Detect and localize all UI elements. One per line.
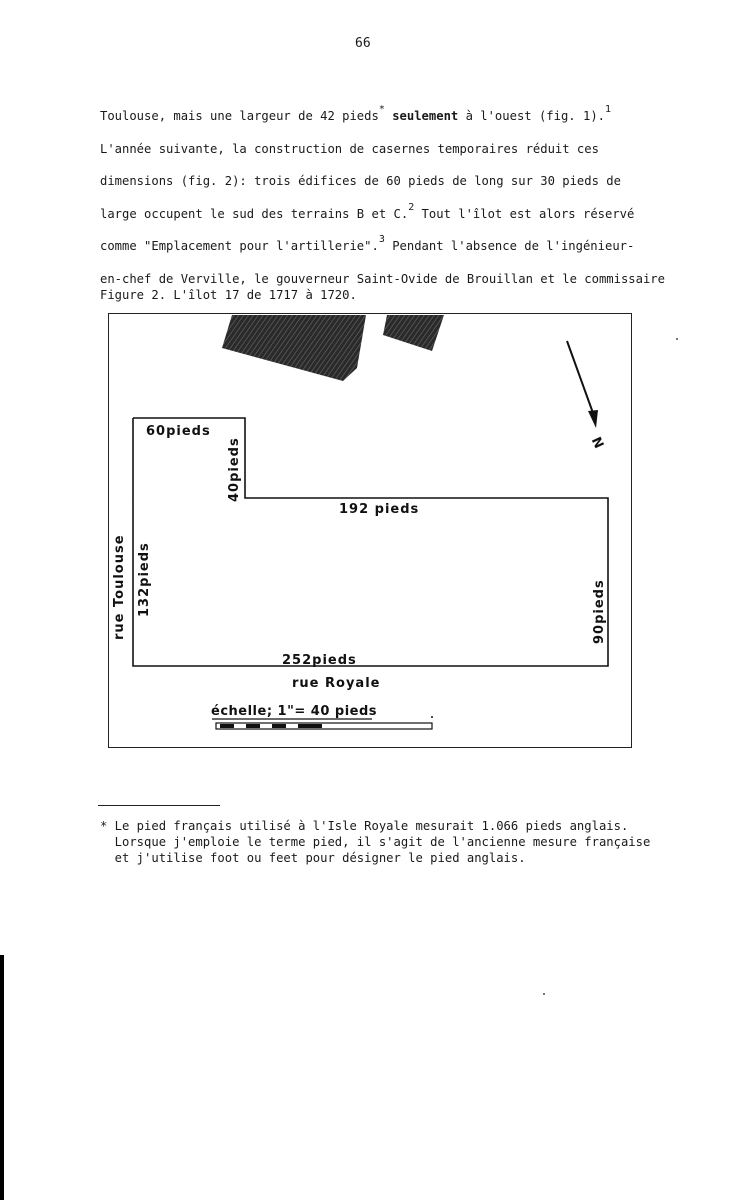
label-40-pieds: 40pieds <box>227 437 242 502</box>
footnote-marker: * <box>378 104 385 115</box>
scale-dot <box>431 716 433 718</box>
footnote-marker: 1 <box>605 104 612 115</box>
scale-bar-segment <box>298 724 322 728</box>
scale-bar-segment <box>246 724 260 728</box>
footnote-marker: 3 <box>378 234 385 245</box>
body-line-2: L'année suivante, la construction de casernes temporaires réduit ces <box>100 141 599 156</box>
text-segment: seulement <box>392 109 459 123</box>
body-line-3: dimensions (fig. 2): trois édifices de 60 pieds de long sur 30 pieds de <box>100 174 621 188</box>
building-patch-right <box>383 315 444 351</box>
footnote: * Le pied français utilisé à l'Isle Royale mesurait 1.066 pieds anglais. Lorsque j'emploie le terme pied, il s'agit de l'ancienne mesure française et j'utilise foot ou feet pour désigner le pied anglais. <box>100 819 651 865</box>
scale-bar-segment <box>220 724 234 728</box>
north-arrow-head <box>588 410 598 428</box>
label-132-pieds: 132pieds <box>137 542 152 617</box>
body-line-1 <box>100 100 680 133</box>
page-number: 66 <box>355 36 371 51</box>
lot-outline <box>133 418 608 666</box>
label-rue-royale: rue Royale <box>292 676 381 691</box>
scale-bar-segment <box>272 724 286 728</box>
north-label: N <box>589 432 609 451</box>
body-paragraph <box>100 100 680 295</box>
label-192-pieds: 192 pieds <box>339 502 420 517</box>
footnote-rule <box>98 805 220 806</box>
text-segment: Tout l'îlot est alors réservé <box>414 206 635 221</box>
figure-frame <box>108 313 632 748</box>
scale-label: échelle; 1"= 40 pieds <box>211 704 378 719</box>
text-segment: Pendant l'absence de l'ingénieur- <box>384 239 635 253</box>
label-60-pieds: 60pieds <box>146 424 211 439</box>
body-line-5 <box>100 230 680 263</box>
body-line-4 <box>100 198 680 231</box>
scan-edge-bar <box>0 955 4 1200</box>
label-252-pieds: 252pieds <box>282 653 357 668</box>
body-line-6: en-chef de Verville, le gouverneur Saint-Ovide de Brouillan et le commissaire <box>100 271 665 286</box>
figure-caption: Figure 2. L'îlot 17 de 1717 à 1720. <box>100 288 357 302</box>
footnote-marker: 2 <box>408 201 415 213</box>
north-arrow-shaft <box>567 341 593 413</box>
label-rue-toulouse: rue Toulouse <box>112 534 127 640</box>
label-90-pieds: 90pieds <box>592 579 607 644</box>
text-segment: à l'ouest (fig. 1). <box>458 109 605 123</box>
scan-speck <box>543 993 545 995</box>
text-segment: comme "Emplacement pour l'artillerie". <box>100 239 379 253</box>
text-segment: Toulouse, mais une largeur de 42 pieds <box>100 109 379 123</box>
text-segment: large occupent le sud des terrains B et C. <box>100 206 409 221</box>
scan-speck <box>676 338 678 340</box>
building-patch-left <box>222 315 366 381</box>
